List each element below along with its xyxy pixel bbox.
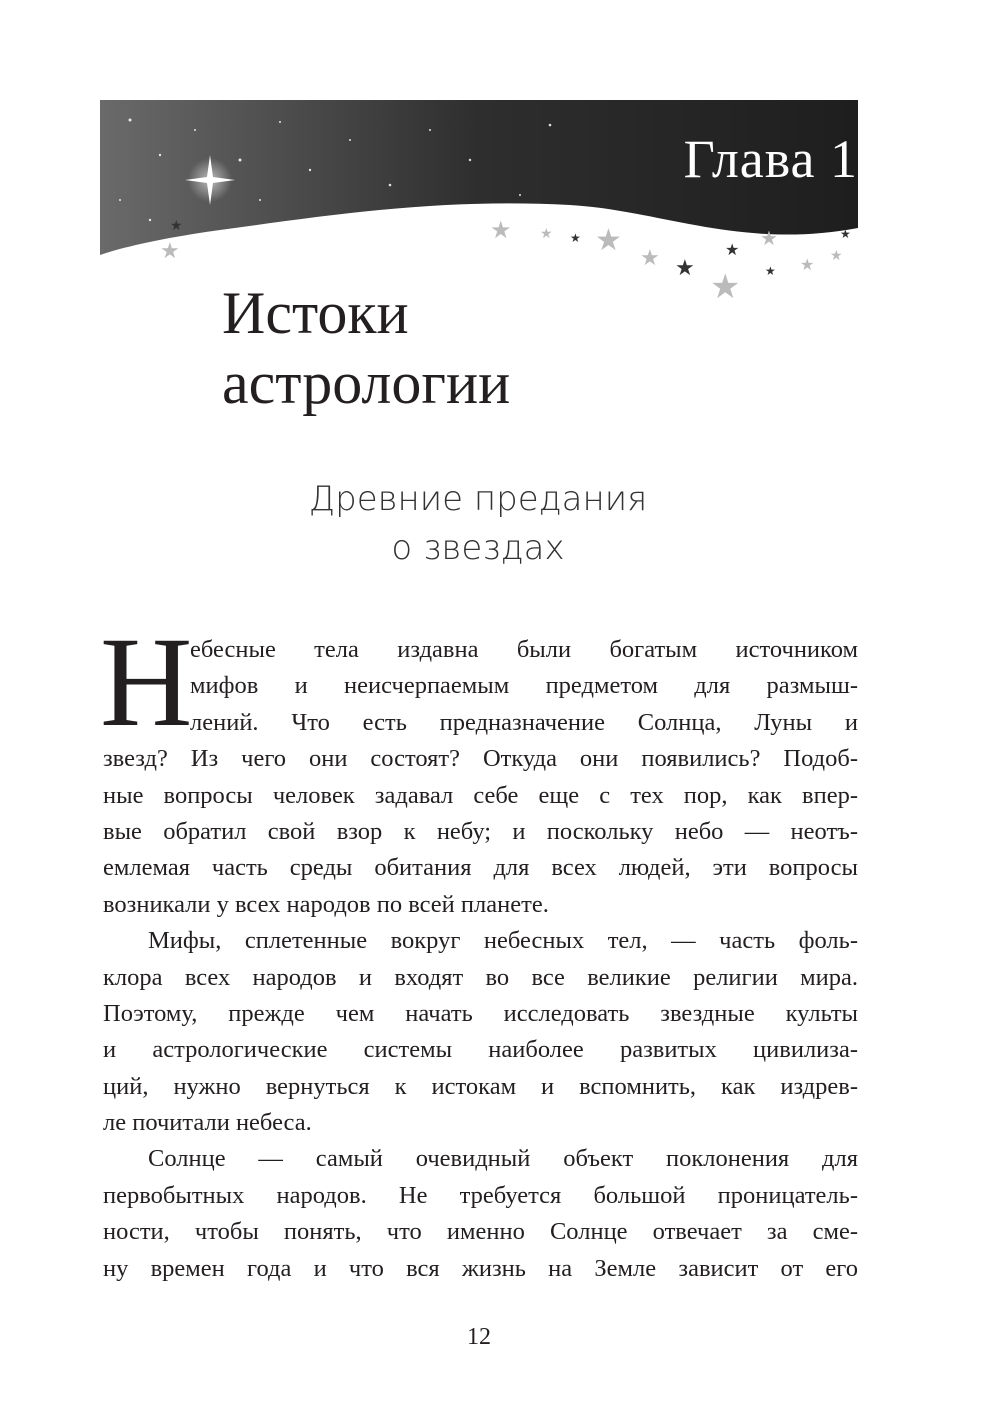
subtitle-line: о звездах [391, 528, 565, 568]
text-line: Поэтому, прежде чем начать исследовать звездные культы [103, 999, 858, 1027]
chapter-title [222, 278, 510, 418]
title-line: астрологии [222, 350, 511, 416]
text-line: мифов и неисчерпаемым предметом для размыш- [190, 672, 858, 700]
text-line: емлемая часть среды обитания для всех людей, эти вопросы [103, 854, 858, 882]
svg-text:★: ★ [830, 249, 843, 264]
paragraph [103, 632, 858, 923]
svg-text:★: ★ [490, 218, 512, 244]
svg-text:★: ★ [675, 255, 695, 280]
text-line: Солнце — самый очевидный объект поклонения для [148, 1145, 858, 1173]
drop-cap: Н [100, 611, 193, 753]
svg-text:★: ★ [765, 264, 776, 278]
paragraph [103, 1141, 858, 1287]
section-subtitle [200, 475, 756, 573]
svg-text:★: ★ [570, 231, 581, 245]
svg-text:★: ★ [800, 257, 815, 274]
svg-text:★: ★ [725, 242, 740, 259]
body-text [103, 632, 858, 1287]
text-line: ные вопросы человек задавал себе еще с тех пор, как впер- [103, 781, 858, 809]
text-line: ле почитали небеса. [103, 1109, 312, 1137]
title-line: Истоки [222, 280, 409, 346]
text-line: лений. Что есть предназначение Солнца, Луны и [190, 708, 858, 736]
text-line: ебесные тела издавна были богатым источником [190, 636, 858, 663]
text-line: возникали у всех народов по всей планете. [103, 890, 549, 918]
chapter-label: Глава 1 [683, 129, 858, 189]
text-line: Мифы, сплетенные вокруг небесных тел, — часть фоль- [148, 927, 858, 955]
text-line: ций, нужно вернуться к истокам и вспомнить, как издрев- [103, 1072, 858, 1100]
text-line: ну времен года и что вся жизнь на Земле зависит от его [103, 1254, 858, 1282]
svg-text:★: ★ [160, 238, 180, 263]
text-line: и астрологические системы наиболее развитых цивилиза- [103, 1036, 858, 1064]
svg-text:★: ★ [540, 227, 553, 242]
text-line: звезд? Из чего они состоят? Откуда они появились? Подоб- [103, 745, 858, 773]
text-line: вые обратил свой взор к небу; и поскольку небо — неотъ- [103, 817, 858, 845]
text-line: клора всех народов и входят во все великие религии мира. [103, 963, 858, 991]
svg-text:★: ★ [640, 245, 660, 270]
svg-text:★: ★ [595, 224, 622, 257]
paragraph [103, 923, 858, 1141]
svg-text:★: ★ [840, 227, 851, 241]
svg-text:★: ★ [170, 219, 183, 234]
svg-text:★: ★ [760, 228, 778, 250]
text-line: ности, чтобы понять, что именно Солнце отвечает за сме- [103, 1218, 858, 1246]
page-number: 12 [467, 1324, 491, 1350]
text-line: первобытных народов. Не требуется большой проницатель- [103, 1181, 858, 1209]
svg-text:★: ★ [710, 269, 741, 300]
subtitle-line: Древние предания [308, 479, 648, 519]
